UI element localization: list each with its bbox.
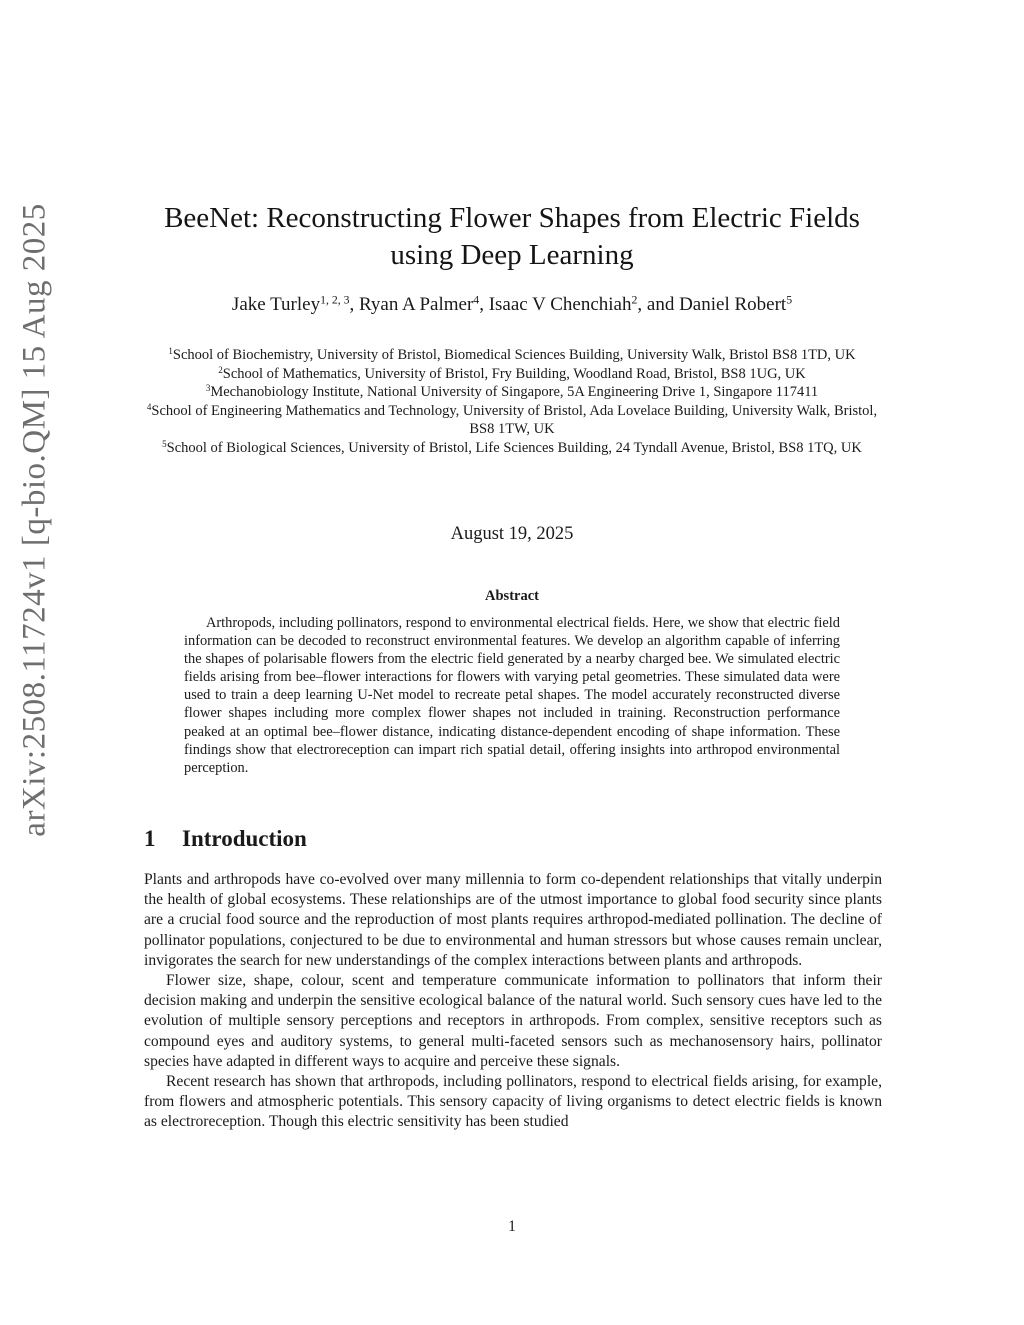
affiliation: $^3$Mechanobiology Institute, National University of Singapore, 5A Engineering Drive 1, Singapore 117411 (205, 383, 819, 400)
abstract-body: Arthropods, including pollinators, respond to environmental electrical fields. Here, we show that electric field information can be decoded to reconstruct environmental features. We develop an algorithm capable of inferring the shapes of polarisable flowers from the electric field generated by a nearby charged bee. We simulated electric fields arising from bee–flower interactions for flowers with varying petal geometries. These simulated data were used to train a deep learning U-Net model to recreate petal shapes. The model accurately reconstructed diverse flower shapes including more complex flower shapes not included in training. Reconstruction performance peaked at an optimal bee–flower distance, indicating distance-dependent encoding of shape information. These findings show that electroreception can impart rich spatial detail, offering insights into arthropod environmental perception. (184, 615, 840, 776)
affiliation: $^2$School of Mathematics, University of Bristol, Fry Building, Woodland Road, Bristol, BS8 1UG, UK (218, 364, 806, 382)
affiliation: $^5$School of Biological Sciences, University of Bristol, Life Sciences Building, 24 Tyndall Avenue, Bristol, BS8 1TQ, UK (162, 438, 862, 456)
section-heading (144, 826, 307, 852)
author: Daniel Robert$^5$ (679, 293, 793, 315)
author: Isaac V Chenchiah$^2$ (488, 293, 638, 315)
author: Ryan A Palmer$^4$ (359, 293, 480, 315)
paragraph: Plants and arthropods have co-evolved over many millennia to form co-dependent relationships that vitally underpin the health of global ecosystems. These relationships are of the utmost importance to global food security since plants are a crucial food source and the reproduction of most plants requires arthropod-mediated pollination. The decline of pollinator populations, conjectured to be due to environmental and human stressors but whose causes remain unclear, invigorates the search for new understandings of the complex interactions between plants and arthropods. (144, 871, 882, 969)
paragraph: Flower size, shape, colour, scent and temperature communicate information to pollinators that inform their decision making and underpin the sensitive ecological balance of the natural world. Such sensory cues have led to the evolution of multiple sensory perceptions and receptors in arthropods. From complex, sensitive receptors such as compound eyes and auditory systems, to general multi-faceted sensors such as mechanosensory hairs, pollinator species have adapted in different ways to acquire and perceive these signals. (144, 972, 882, 1070)
introduction-body (144, 870, 882, 1133)
affiliation: $^4$School of Engineering Mathematics and Technology, University of Bristol, Ada Lovelace Building, University Walk, Bristol, BS8 1TW, UK (146, 401, 878, 437)
page-number: 1 (508, 1218, 516, 1235)
abstract-heading: Abstract (485, 588, 539, 604)
section-title: Introduction (182, 826, 307, 851)
arxiv-sidebar (10, 45, 60, 995)
arxiv-identifier: arXiv:2508.11724v1 [q-bio.QM] 15 Aug 2025 (16, 203, 53, 837)
section-number: 1 (144, 826, 156, 851)
paper-title: BeeNet: Reconstructing Flower Shapes from Electric Fields using Deep Learning (164, 202, 860, 271)
affiliation: $^1$School of Biochemistry, University of Bristol, Biomedical Sciences Building, University Walk, Bristol BS8 1TD, UK (168, 346, 856, 363)
author: Jake Turley$^{1, 2, 3}$ (231, 293, 350, 315)
affiliations (144, 346, 880, 457)
author-list: Jake Turley$^{1, 2, 3}$, Ryan A Palmer$^4$, Isaac V Chenchiah$^2$, and Daniel Robert$^5$ (231, 293, 793, 315)
publication-date: August 19, 2025 (450, 524, 574, 544)
paragraph: Recent research has shown that arthropods, including pollinators, respond to electrical fields arising, for example, from flowers and atmospheric potentials. This sensory capacity of living organisms to detect electric fields is known as electroreception. Though this electric sensitivity has been studied (144, 1073, 882, 1131)
